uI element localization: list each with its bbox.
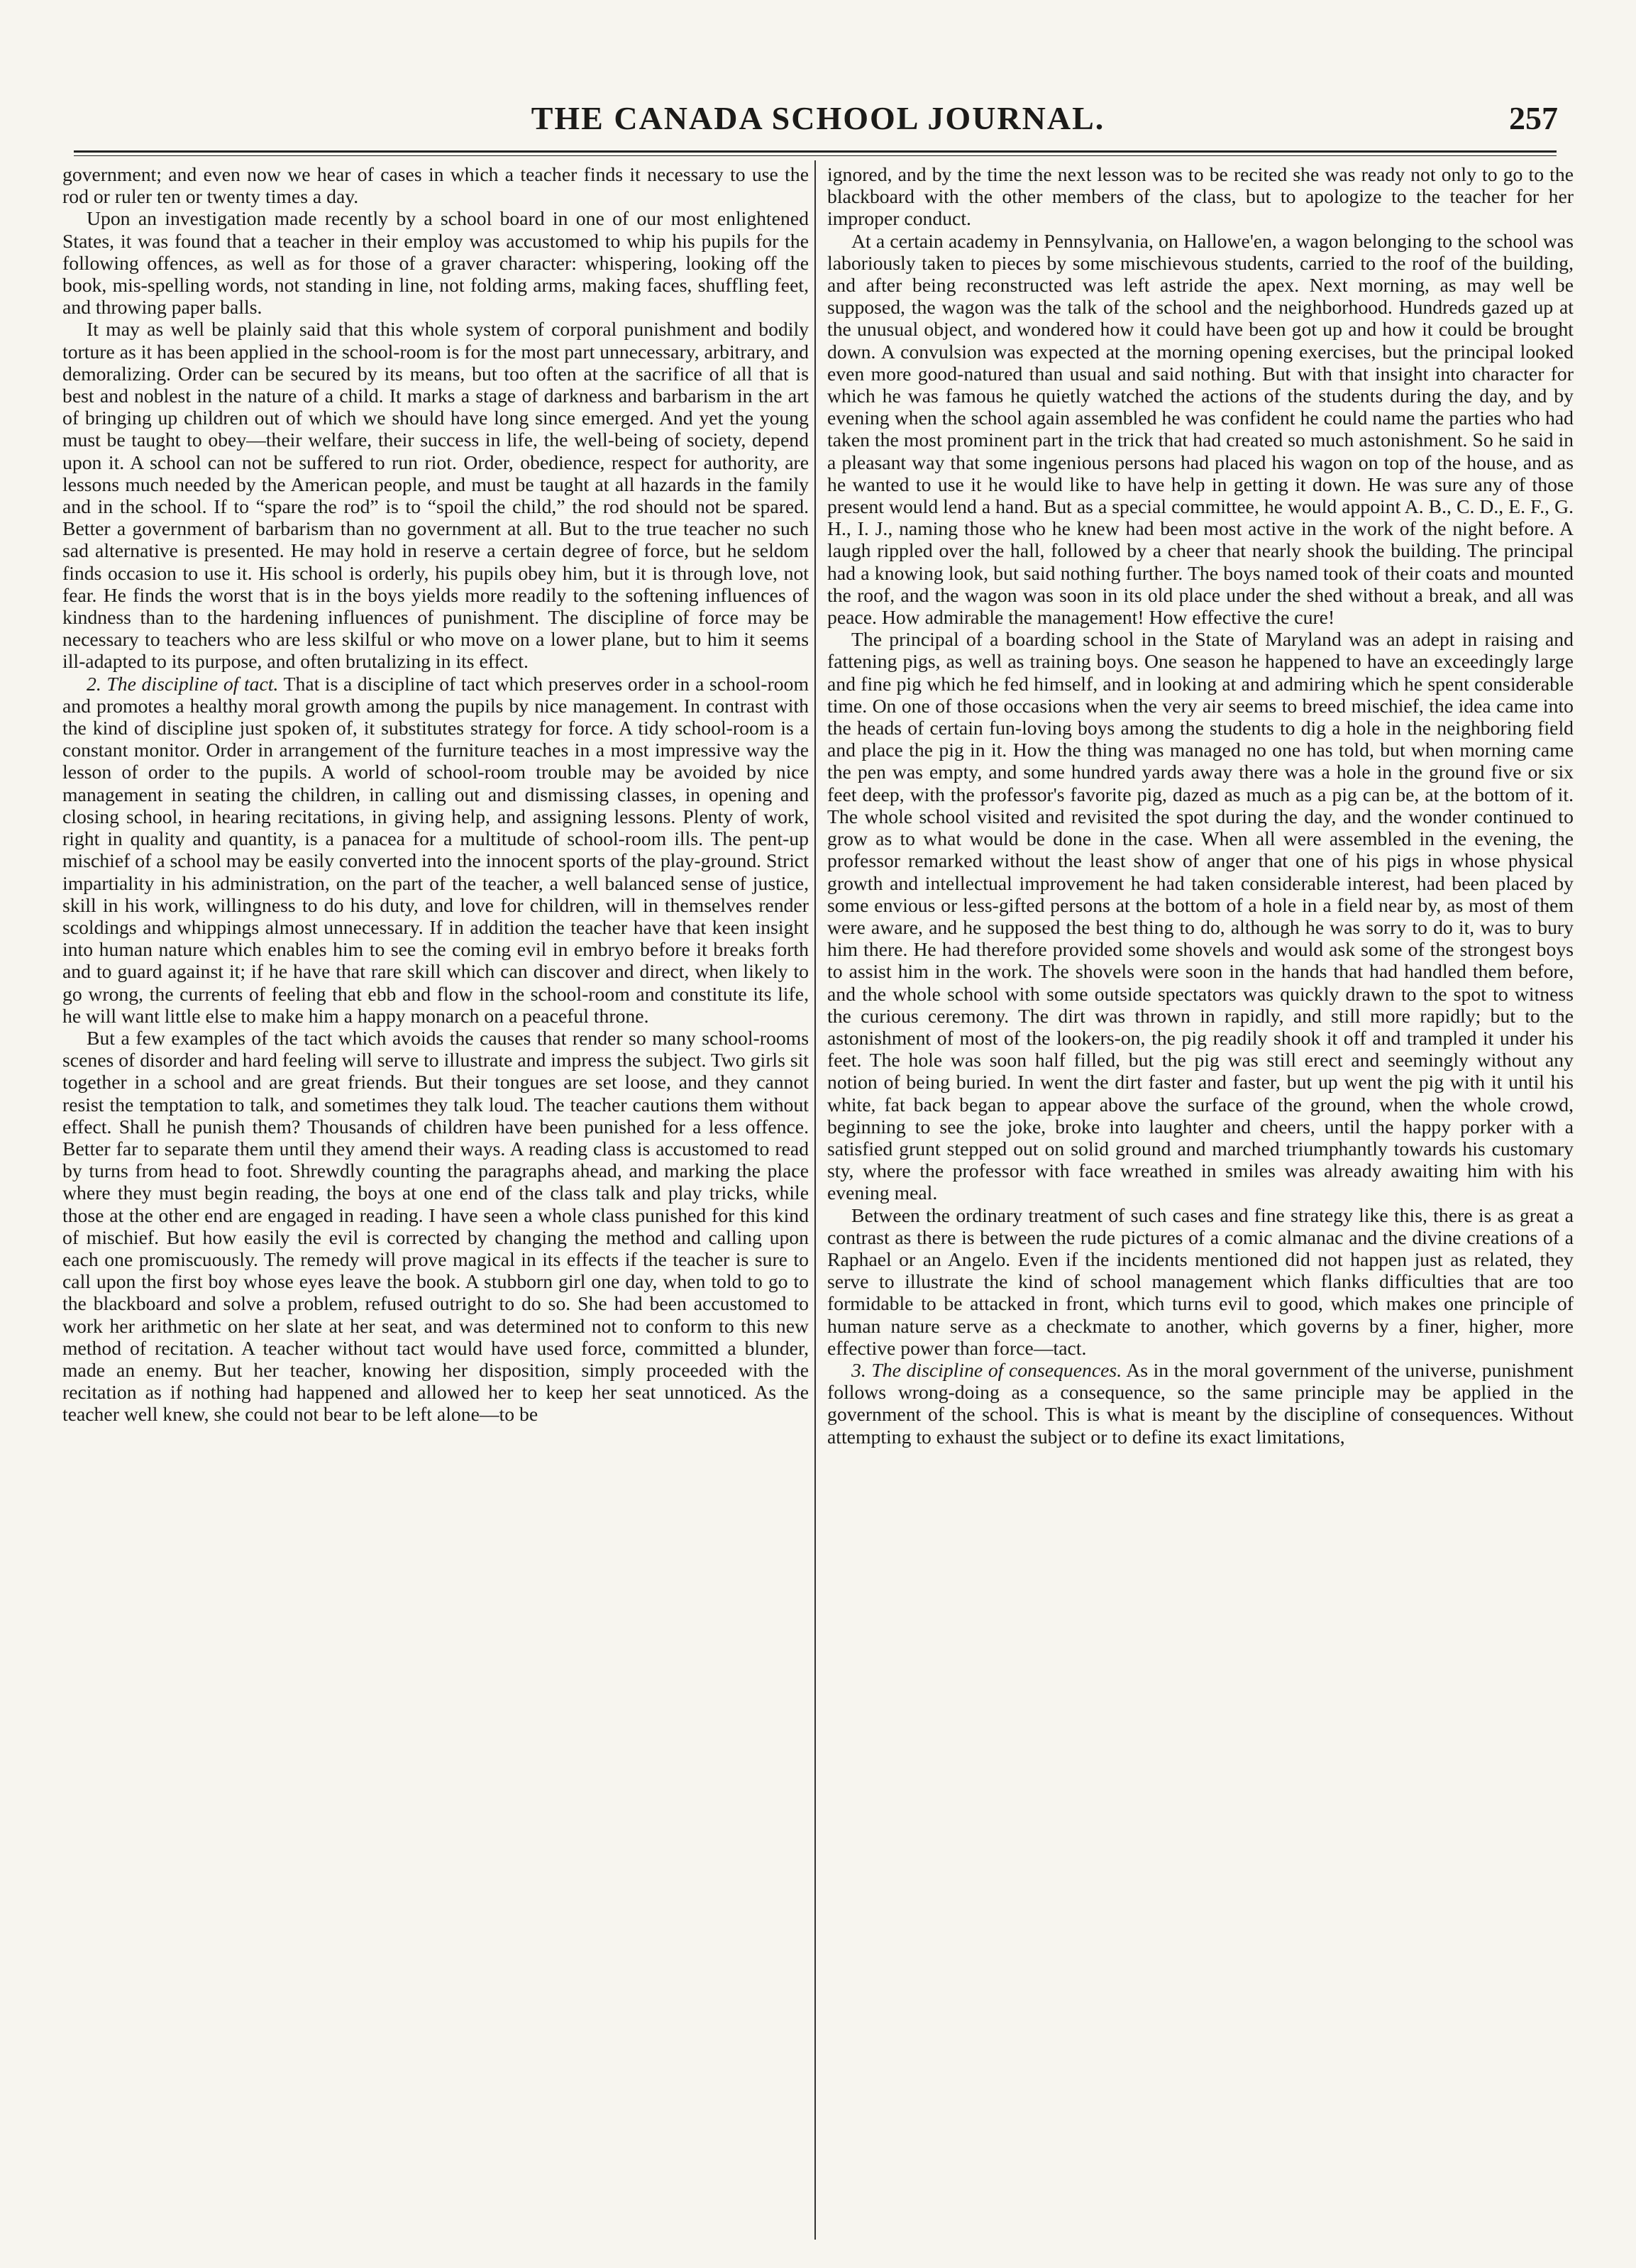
section-heading: 3. The discipline of consequences. [851, 1358, 1122, 1381]
header-rule [74, 150, 1557, 156]
paragraph: But a few examples of the tact which avoids the causes that render so many school-rooms scenes of disorder and hard feeling will serve to illustrate and impress the subject. Two girls sit together in a school and are great friends. But their tongues are set loose, and they cannot resist the temptation to talk, and sometimes they talk loud. The teacher cautions them without effect. Shall he punish them? Thousands of children have been punished for a less offence. Better far to separate them until they amend their ways. A reading class is accustomed to read by turns from head to foot. Shrewdly counting the paragraphs ahead, and marking the place where they must begin reading, the boys at one end of the class talk and play tricks, while those at the other end are engaged in reading. I have seen a whole class punished for this kind of mischief. But how easily the evil is corrected by changing the method and calling upon each one promiscuously. The remedy will prove magical in its effects if the teacher is sure to call upon the first boy whose eyes leave the book. A stubborn girl one day, when told to go to the blackboard and solve a problem, refused outright to do so. She had been accustomed to work her arithmetic on her slate at her seat, and was determined not to conform to this new method of recitation. A teacher without tact would have used force, committed a blunder, made an enemy. But her teacher, knowing her disposition, simply proceeded with the recitation as if nothing had happened and allowed her to keep her seat unnoticed. As the teacher well knew, she could not bear to be left alone—to be [62, 1026, 809, 1426]
paragraph: The principal of a boarding school in the State of Maryland was an adept in raising and fattening pigs, as well as training boys. One season he happened to have an exceedingly large and fine pig which he fed himself, and in looking at and admiring which he spent considerable time. On one of those occasions when the very air seems to breed mischief, the idea came into the heads of certain fun-loving boys among the students to dig a hole in the neighboring field and place the pig in it. How the thing was managed no one has told, but when morning came the pen was empty, and some hundred yards away there was a hole in the ground five or six feet deep, with the professor's favorite pig, dazed as much as a pig can be, at the bottom of it. The whole school visited and revisited the spot during the day, and the wonder continued to grow as to what would be done in the case. When all were assembled in the evening, the professor remarked without the least show of anger that one of his pigs in whose physical growth and intellectual improvement he had taken considerable interest, had been placed by some envious or less-gifted persons at the bottom of a hole in a field near by, as most of them were aware, and he supposed the best thing to do, although he was sorry to do it, was to bury him there. He had therefore provided some shovels and would ask some of the strongest boys to assist him in the work. The shovels were soon in the hands that had handled them before, and the whole school with some outside spectators was quickly drawn to the spot to witness the curious ceremony. The dirt was thrown in rapidly, and still more rapidly; but to the astonishment of most of the lookers-on, the pig readily shook it off and trampled it under his feet. The hole was soon half filled, but the pig was still erect and seemingly without any notion of being buried. In went the dirt faster and faster, but up went the pig with it until his white, fat back began to appear above the surface of the ground, when the whole crowd, beginning to see the joke, broke into laughter and cheers, until the happy porker with a satisfied grunt stepped out on solid ground and marched triumphantly towards his customary sty, where the professor with face wreathed in smiles was already awaiting him with his evening meal. [827, 628, 1574, 1204]
paragraph [827, 1359, 1574, 1448]
column-divider [814, 160, 816, 2240]
paragraph: Upon an investigation made recently by a school board in one of our most enlightened States, it was found that a teacher in their employ was accustomed to whip his pupils for the following offences, as well as for those of a graver character: whispering, looking off the book, mis-spelling words, not standing in line, not folding arms, making faces, shuffling feet, and throwing paper balls. [62, 207, 809, 319]
right-column [827, 163, 1574, 1448]
paragraph: government; and even now we hear of cases in which a teacher finds it necessary to use the rod or ruler ten or twenty times a day. [62, 163, 809, 208]
page-number: 257 [1509, 100, 1558, 136]
page-header [78, 99, 1558, 149]
section-heading: 2. The discipline of tact. [87, 672, 279, 695]
paragraph-text: That is a discipline of tact which preserves order in a school-room and promotes a healthy moral growth among the pupils by nice management. In contrast with the kind of discipline just spoken of, it substitutes strategy for force. A tidy school-room is a constant monitor. Order in arrangement of the furniture teaches in a most impressive way the lesson of order to the pupils. A world of school-room trouble may be avoided by nice management in seating the children, in calling out and dismissing classes, in opening and closing school, in hearing recitations, in giving help, and assigning lessons. Plenty of work, right in quality and quantity, is a panacea for a multitude of school-room ills. The pent-up mischief of a school may be easily converted into the innocent sports of the play-ground. Strict impartiality in his administration, on the part of the teacher, a well balanced sense of justice, skill in his work, willingness to do his duty, and love for children, will in themselves render scoldings and whippings almost unnecessary. If in addition the teacher have that keen insight into human nature which enables him to see the coming evil in embryo before it breaks forth and to guard against it; if he have that rare skill which can discover and direct, when likely to go wrong, the currents of feeling that ebb and flow in the school-room and constitute its life, he will want little else to make him a happy monarch on a peaceful throne. [62, 672, 809, 1027]
paragraph: ignored, and by the time the next lesson was to be recited she was ready not only to go to the blackboard with the other members of the class, but to apologize to the teacher for her improper conduct. [827, 163, 1574, 230]
left-column [62, 163, 809, 1426]
paragraph: At a certain academy in Pennsylvania, on Hallowe'en, a wagon belonging to the school was laboriously taken to pieces by some mischievous students, carried to the roof of the building, and after being reconstructed was left astride the apex. Next morning, as may well be supposed, the wagon was the talk of the school and the neighborhood. Hundreds gazed up at the unusual object, and wondered how it could have been got up and how it could be brought down. A convulsion was expected at the morning opening exercises, but the principal looked even more good-natured than usual and said nothing. But with that insight into character for which he was famous he quietly watched the actions of the students during the day, and by evening when the school again assembled he was confident he could name the parties who had taken the most prominent part in the trick that had created so much astonishment. So he said in a pleasant way that some ingenious persons had placed his wagon on top of the house, and as he wanted to use it he would like to have help in getting it down. He was sure any of those present would lend a hand. But as a special committee, he would appoint A. B., C. D., E. F., G. H., I. J., naming those who he knew had been most active in the work of the night before. A laugh rippled over the hall, followed by a cheer that nearly shook the building. The principal had a knowing look, but said nothing further. The boys named took of their coats and mounted the roof, and the wagon was soon in its old place under the shed without a break, and all was peace. How admirable the management! How effective the cure! [827, 229, 1574, 629]
paragraph [62, 673, 809, 1027]
journal-title: THE CANADA SCHOOL JOURNAL. [531, 100, 1105, 136]
paragraph: Between the ordinary treatment of such cases and fine strategy like this, there is as great a contrast as there is between the rude pictures of a comic almanac and the divine creations of a Raphael or an Angelo. Even if the incidents mentioned did not happen just as related, they serve to illustrate the kind of school management which flanks difficulties that are too formidable to be attacked in front, which turns evil to good, which makes one principle of human nature serve as a checkmate to another, which governs by a finer, higher, more effective power than force—tact. [827, 1204, 1574, 1359]
paragraph-text: As in the moral government of the universe, punishment follows wrong-doing as a consequence, so the same principle may be applied in the government of the school. This is what is meant by the discipline of consequences. Without attempting to exhaust the subject or to define its exact limitations, [827, 1358, 1574, 1448]
paragraph: It may as well be plainly said that this whole system of corporal punishment and bodily torture as it has been applied in the school-room is for the most part unnecessary, arbitrary, and demoralizing. Order can be secured by its means, but too often at the sacrifice of all that is best and noblest in the nature of a child. It marks a stage of darkness and barbarism in the art of bringing up children out of which we should have long since emerged. And yet the young must be taught to obey—their welfare, their success in life, the well-being of society, depend upon it. A school can not be suffered to run riot. Order, obedience, respect for authority, are lessons much needed by the American people, and must be taught at all hazards in the family and in the school. If to “spare the rod” is to “spoil the child,” the rod should not be spared. Better a government of barbarism than no government at all. But to the true teacher no such sad alternative is presented. He may hold in reserve a certain degree of force, but he seldom finds occasion to use it. His school is orderly, his pupils obey him, but it is through love, not fear. He finds the worst that is in the boys yields more readily to the softening influences of kindness than to the hardening influences of punishment. The discipline of force may be necessary to teachers who are less skilful or who move on a lower plane, but to him it seems ill-adapted to its purpose, and often brutalizing in its effect. [62, 318, 809, 673]
